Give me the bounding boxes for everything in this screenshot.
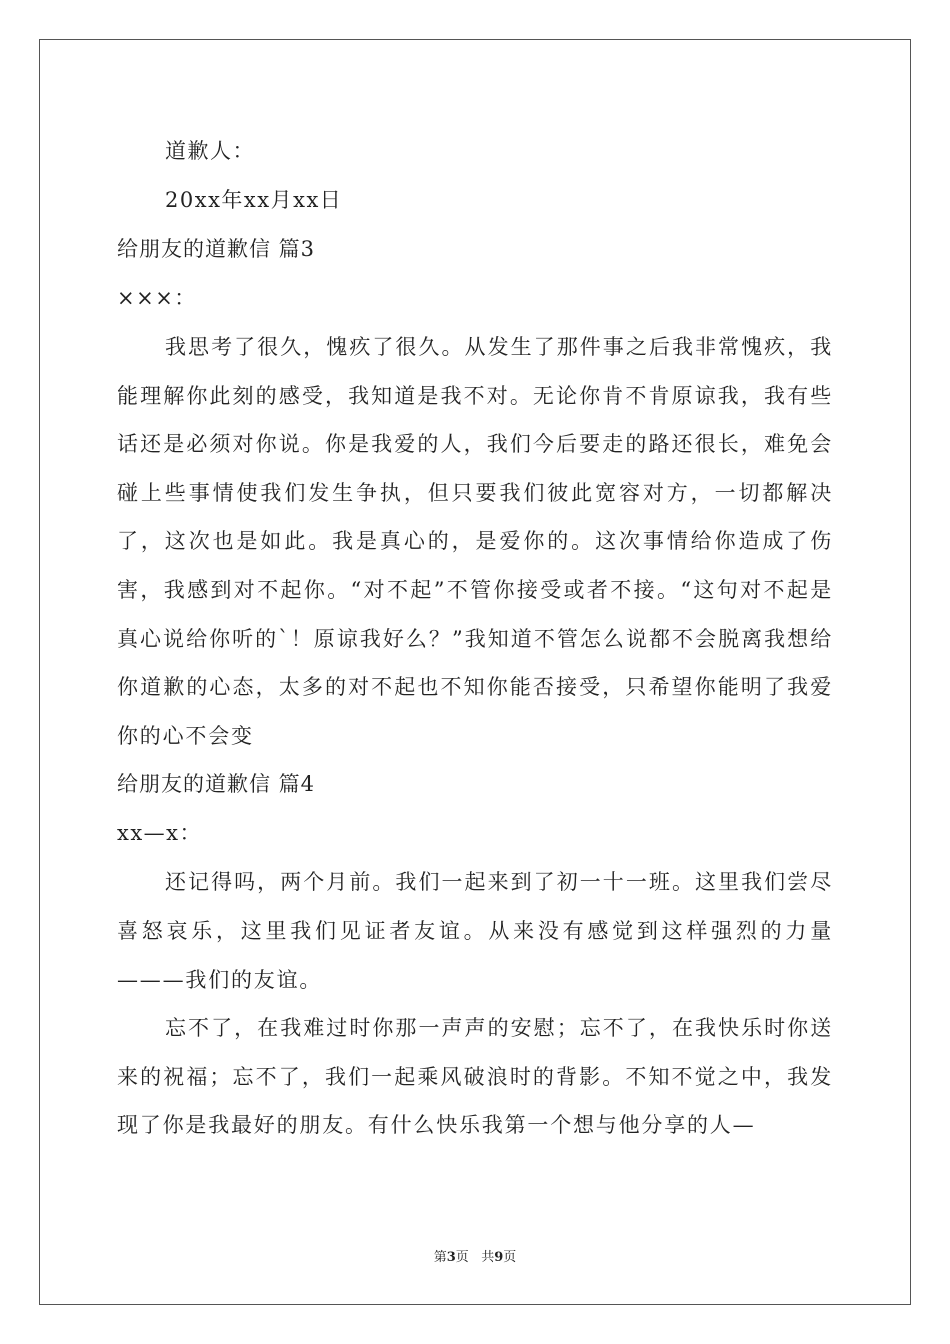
page-footer [0, 1246, 950, 1265]
date-line: 20xx年xx月xx日 [165, 188, 343, 212]
footer-page-prefix: 第 [433, 1250, 447, 1265]
document-body [117, 127, 833, 1150]
section-4-paragraph-1: 还记得吗，两个月前。我们一起来到了初一十一班。这里我们尝尽喜怒哀乐，这里我们见证者友谊。从来没有感觉到这样强烈的力量———我们的友谊。 [117, 870, 833, 992]
footer-page-current: 3 [446, 1250, 456, 1265]
section-3-heading: 给朋友的道歉信 篇3 [117, 237, 316, 261]
footer-page-total: 9 [494, 1250, 504, 1265]
footer-page-mid: 页 共 [455, 1250, 495, 1265]
section-3-salutation: ×××： [117, 286, 197, 310]
signer-line: 道歉人： [165, 139, 255, 163]
section-4-salutation: xx—x： [117, 821, 203, 846]
section-4-heading: 给朋友的道歉信 篇4 [117, 772, 316, 797]
section-3-paragraph: 我思考了很久，愧疚了很久。从发生了那件事之后我非常愧疚，我能理解你此刻的感受，我知道是我不对。无论你肯不肯原谅我，我有些话还是必须对你说。你是我爱的人，我们今后要走的路还很长，难免会碰上些事情使我们发生争执，但只要我们彼此宽容对方，一切都解决了，这次也是如此。我是真心的，是爱你的。这次事情给你造成了伤害，我感到对不起你。“对不起”不管你接受或者不接。“这句对不起是真心说给你听的`！原谅我好么？”我知道不管怎么说都不会脱离我想给你道歉的心态，太多的对不起也不知你能否接受，只希望你能明了我爱你的心不会变 [117, 335, 833, 748]
section-4-paragraph-2: 忘不了，在我难过时你那一声声的安慰；忘不了，在我快乐时你送来的祝福；忘不了，我们一起乘风破浪时的背影。不知不觉之中，我发现了你是我最好的朋友。有什么快乐我第一个想与他分享的人— [117, 1016, 833, 1138]
footer-page-suffix: 页 [503, 1250, 517, 1265]
